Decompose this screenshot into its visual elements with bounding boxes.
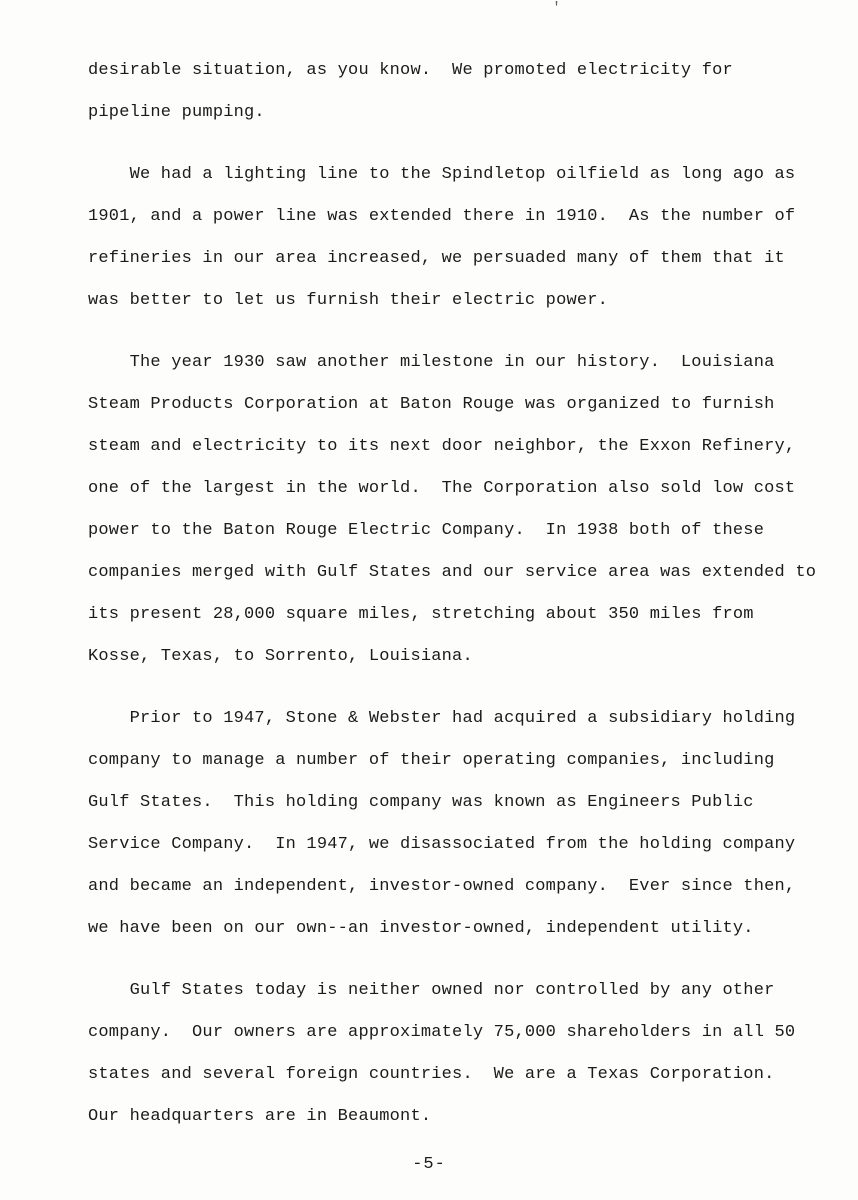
text-line: Service Company. In 1947, we disassociated from the holding company	[88, 835, 796, 854]
text-line: power to the Baton Rouge Electric Company. In 1938 both of these	[88, 521, 765, 540]
text-line: one of the largest in the world. The Corporation also sold low cost	[88, 479, 796, 498]
text-line: refineries in our area increased, we persuaded many of them that it	[88, 249, 785, 268]
text-line: Kosse, Texas, to Sorrento, Louisiana.	[88, 647, 473, 666]
text-line: desirable situation, as you know. We promoted electricity for	[88, 61, 733, 80]
text-line: was better to let us furnish their electric power.	[88, 291, 609, 310]
text-line: we have been on our own--an investor-owned, independent utility.	[88, 919, 754, 938]
text-line: Gulf States today is neither owned nor controlled by any other	[88, 981, 775, 1000]
text-line: 1901, and a power line was extended there in 1910. As the number of	[88, 207, 796, 226]
text-line: The year 1930 saw another milestone in our history. Louisiana	[88, 353, 775, 372]
text-line: company to manage a number of their operating companies, including	[88, 751, 775, 770]
page-number: -5-	[412, 1155, 446, 1174]
text-line: and became an independent, investor-owned company. Ever since then,	[88, 877, 796, 896]
scan-artifact-mark: '	[552, 0, 562, 17]
paragraph	[88, 970, 810, 1138]
text-line: pipeline pumping.	[88, 103, 265, 122]
text-line: its present 28,000 square miles, stretching about 350 miles from	[88, 605, 754, 624]
text-line: company. Our owners are approximately 75,000 shareholders in all 50	[88, 1023, 796, 1042]
text-line: companies merged with Gulf States and our service area was extended to	[88, 563, 817, 582]
text-line: Prior to 1947, Stone & Webster had acquired a subsidiary holding	[88, 709, 796, 728]
text-line: Our headquarters are in Beaumont.	[88, 1107, 432, 1126]
text-line: steam and electricity to its next door neighbor, the Exxon Refinery,	[88, 437, 796, 456]
paragraph	[88, 154, 810, 322]
paragraph	[88, 698, 810, 950]
text-line: Steam Products Corporation at Baton Rouge was organized to furnish	[88, 395, 775, 414]
text-line: We had a lighting line to the Spindletop oilfield as long ago as	[88, 165, 796, 184]
text-line: states and several foreign countries. We are a Texas Corporation.	[88, 1065, 775, 1084]
paragraph	[88, 342, 817, 678]
paragraph	[88, 50, 810, 134]
text-line: Gulf States. This holding company was known as Engineers Public	[88, 793, 754, 812]
